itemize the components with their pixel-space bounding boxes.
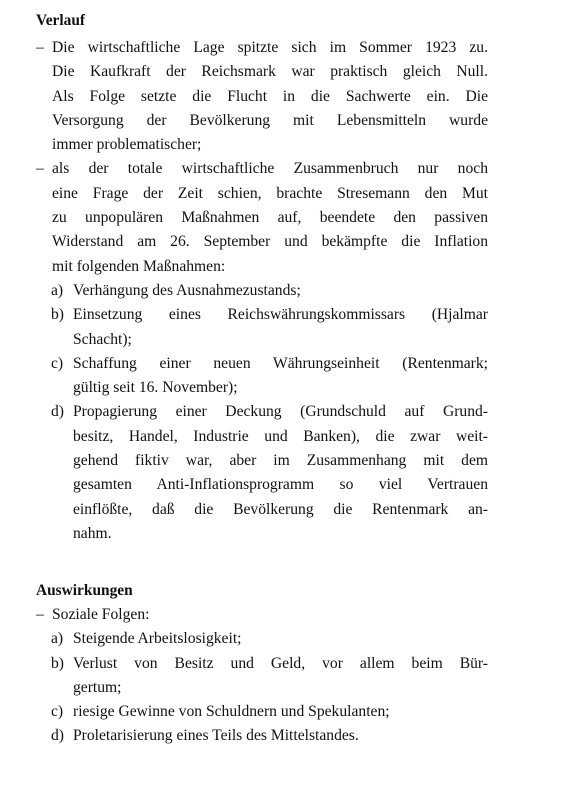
text-line: nahm. xyxy=(73,524,112,542)
verlauf-list xyxy=(36,36,488,546)
text-line: einflößte, daß die Bevölkerung die Rentenmark an- xyxy=(73,500,488,518)
measure-item-b xyxy=(36,303,488,352)
text-line: Als Folge setzte die Flucht in die Sachwerte ein. Die xyxy=(52,87,488,105)
text-line: Einsetzung eines Reichswährungskommissars (Hjalmar xyxy=(73,306,488,324)
text-line: Propagierung einer Deckung (Grundschuld auf Grund- xyxy=(73,403,488,421)
auswirkungen-list xyxy=(36,603,488,749)
text-line: immer problematischer; xyxy=(52,136,202,154)
text-line: gertum; xyxy=(73,678,122,696)
text-line: eine Frage der Zeit schien, brachte Stresemann den Mut xyxy=(52,184,488,202)
text-line: Verlust von Besitz und Geld, vor allem beim Bür- xyxy=(73,654,488,672)
section-heading-auswirkungen: Auswirkungen xyxy=(36,582,133,599)
text-line: Die wirtschaftliche Lage spitzte sich im Sommer 1923 zu. xyxy=(52,39,488,56)
dash-marker: – xyxy=(36,39,44,56)
text-line: Versorgung der Bevölkerung mit Lebensmitteln wurde xyxy=(52,111,488,129)
consequence-item-a xyxy=(36,627,488,651)
text-line: als der totale wirtschaftliche Zusammenbruch nur noch xyxy=(52,160,488,178)
text-line: gültig seit 16. November); xyxy=(73,379,238,397)
list-marker: d) xyxy=(51,727,64,745)
dash-marker: – xyxy=(36,160,44,178)
list-marker: c) xyxy=(51,703,64,721)
text-line: Schacht); xyxy=(73,330,132,348)
dash-marker: – xyxy=(36,606,44,623)
list-marker: a) xyxy=(51,281,64,299)
measure-item-d xyxy=(36,400,488,546)
measure-item-a xyxy=(36,279,488,303)
text-line: mit folgenden Maßnahmen: xyxy=(52,257,226,275)
list-marker: d) xyxy=(51,403,64,421)
auswirkungen-item-1 xyxy=(36,603,488,627)
text-line: Die Kaufkraft der Reichsmark war praktisch gleich Null. xyxy=(52,63,488,81)
consequence-item-b xyxy=(36,652,488,701)
verlauf-item-2 xyxy=(36,157,488,278)
consequence-item-d xyxy=(36,724,488,748)
list-marker: b) xyxy=(51,306,64,324)
text-line: besitz, Handel, Industrie und Banken), die zwar weit- xyxy=(73,427,488,445)
text-line: gehend fiktiv war, aber im Zusammenhang mit dem xyxy=(73,452,488,470)
verlauf-item-1 xyxy=(36,36,488,157)
list-marker: c) xyxy=(51,354,64,372)
text-line: Soziale Folgen: xyxy=(52,606,150,623)
list-marker: a) xyxy=(51,630,64,648)
section-heading-verlauf: Verlauf xyxy=(36,12,86,29)
measure-item-c xyxy=(36,352,488,401)
text-line: Schaffung einer neuen Währungseinheit (Rentenmark; xyxy=(73,354,488,372)
consequence-item-c xyxy=(36,700,488,724)
text-line: riesige Gewinne von Schuldnern und Spekulanten; xyxy=(73,703,390,721)
text-line: Widerstand am 26. September und bekämpfte die Inflation xyxy=(52,233,488,251)
text-line: Proletarisierung eines Teils des Mittelstandes. xyxy=(73,727,359,745)
text-line: Steigende Arbeitslosigkeit; xyxy=(73,630,242,648)
text-line: zu unpopulären Maßnahmen auf, beendete den passiven xyxy=(52,209,488,227)
text-line: gesamten Anti-Inflationsprogramm so viel Vertrauen xyxy=(73,476,488,494)
list-marker: b) xyxy=(51,654,64,672)
text-line: Verhängung des Ausnahmezustands; xyxy=(73,281,301,299)
